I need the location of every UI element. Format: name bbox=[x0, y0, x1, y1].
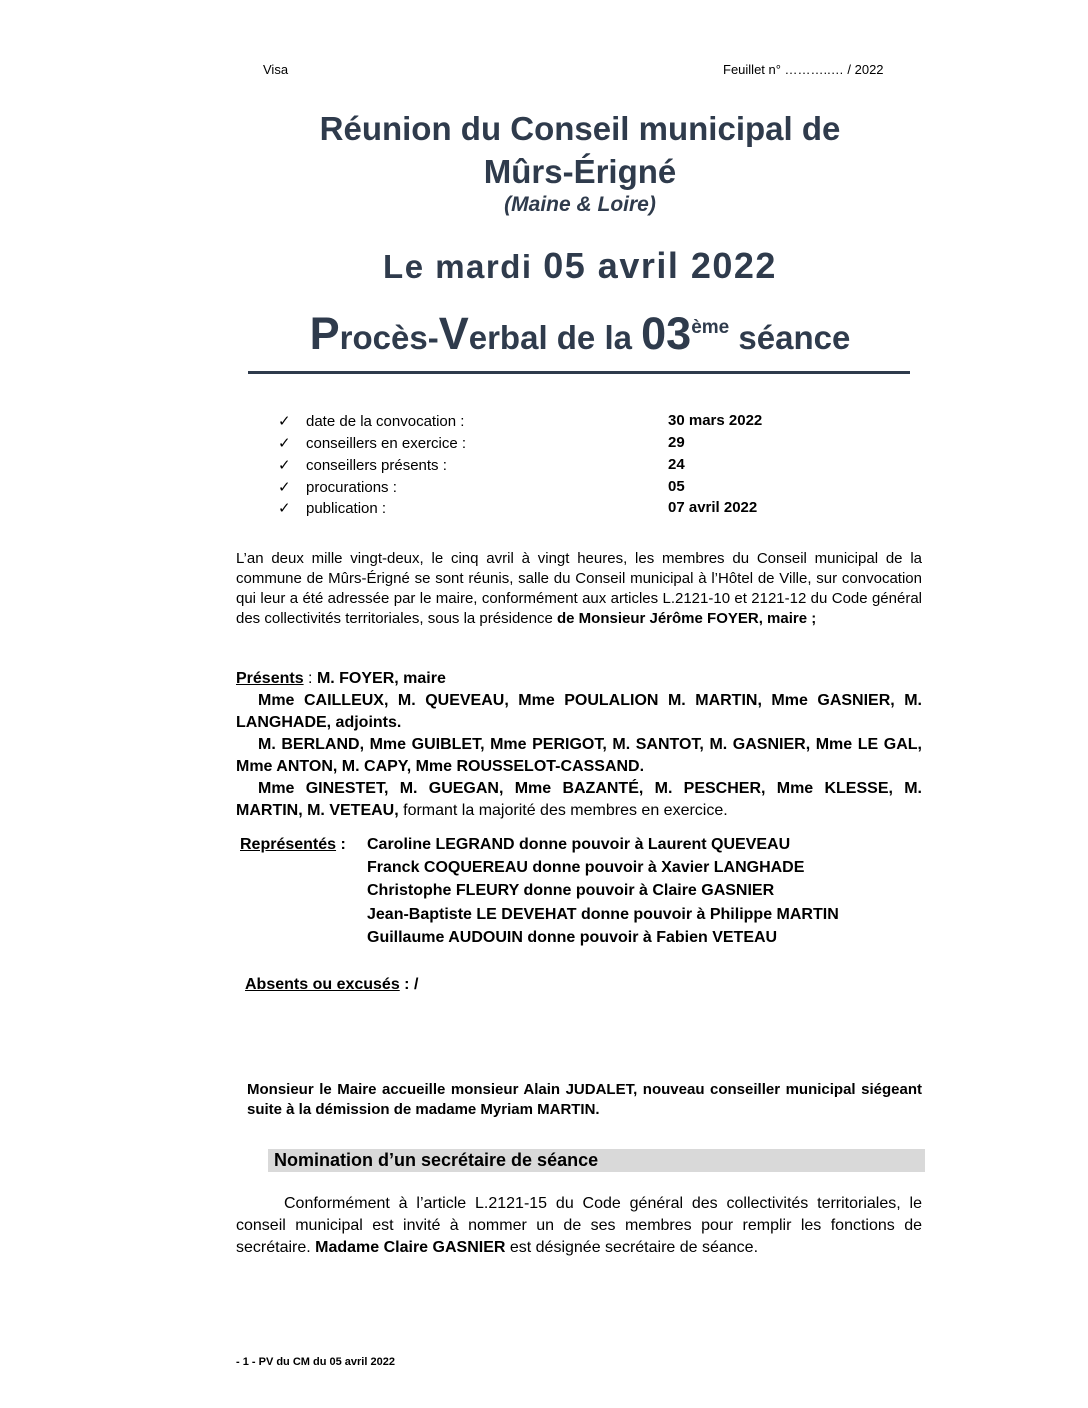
presents-councillors-1: M. BERLAND, Mme GUIBLET, Mme PERIGOT, M. SANTOT, M. GASNIER, Mme LE GAL, Mme ANTON, M. CAPY, Mme ROUSSELOT-CASSAND. bbox=[236, 736, 922, 775]
info-item bbox=[278, 456, 447, 474]
absents-value: : / bbox=[399, 976, 419, 993]
absents-line bbox=[245, 976, 418, 994]
info-value: 05 bbox=[668, 478, 685, 495]
info-label: conseillers en exercice : bbox=[306, 435, 467, 452]
represented-label: Représentés bbox=[240, 836, 337, 853]
section-text-1: Conformément à l’article L.2121-15 du Code général des collectivités territoriales, le conseil municipal est invité à nommer un de ses membres pour remplir les fonctions de secrétaire. bbox=[236, 1195, 922, 1256]
presents-block bbox=[236, 668, 922, 822]
info-item bbox=[278, 478, 397, 496]
info-label: procurations : bbox=[306, 479, 397, 496]
check-icon: ✓ bbox=[278, 413, 291, 430]
proxy-item: Caroline LEGRAND donne pouvoir à Laurent QUEVEAU bbox=[367, 836, 791, 853]
region-subtitle: (Maine & Loire) bbox=[504, 193, 656, 216]
pv-superscript: ème bbox=[691, 317, 730, 338]
info-value: 24 bbox=[668, 456, 685, 473]
section-text-2: est désignée secrétaire de séance. bbox=[505, 1239, 759, 1256]
intro-paragraph bbox=[236, 549, 922, 629]
info-item bbox=[278, 412, 464, 430]
info-label: conseillers présents : bbox=[306, 457, 447, 474]
presents-councillors-2 bbox=[236, 778, 922, 822]
proxy-item: Jean-Baptiste LE DEVEHAT donne pouvoir à Philippe MARTIN bbox=[367, 906, 839, 923]
proxy-item: Christophe FLEURY donne pouvoir à Claire GASNIER bbox=[367, 882, 775, 899]
section-title: Nomination d’un secrétaire de séance bbox=[274, 1150, 599, 1170]
meeting-date bbox=[0, 245, 1088, 287]
page-title bbox=[0, 107, 1088, 193]
pv-text-1: rocès- bbox=[339, 319, 439, 356]
info-item bbox=[278, 434, 466, 452]
presents-mayor: M. FOYER, maire bbox=[316, 670, 446, 687]
info-value: 29 bbox=[668, 434, 685, 451]
check-icon: ✓ bbox=[278, 457, 291, 474]
page-footer: - 1 - PV du CM du 05 avril 2022 bbox=[236, 1356, 395, 1368]
absents-label: Absents ou excusés bbox=[245, 976, 400, 993]
represented-label-line bbox=[240, 836, 346, 854]
section-paragraph bbox=[236, 1193, 922, 1259]
info-value: 30 mars 2022 bbox=[668, 412, 763, 429]
visa-label: Visa bbox=[263, 62, 289, 77]
presents-label: Présents bbox=[236, 670, 304, 687]
info-label: date de la convocation : bbox=[306, 413, 465, 430]
presents-councillors-2-names: Mme GINESTET, M. GUEGAN, Mme BAZANTÉ, M. PESCHER, Mme KLESSE, M. MARTIN, M. VETEAU, bbox=[236, 780, 922, 819]
pv-title bbox=[0, 308, 1088, 360]
welcome-paragraph: Monsieur le Maire accueille monsieur Alain JUDALET, nouveau conseiller municipal siégeant suite à la démission de madame Myriam MARTIN. bbox=[247, 1081, 922, 1118]
title-line-1: Réunion du Conseil municipal de bbox=[319, 110, 841, 147]
check-icon: ✓ bbox=[278, 479, 291, 496]
presents-first-line bbox=[236, 668, 922, 690]
info-label: publication : bbox=[306, 500, 387, 517]
presents-majority-note: formant la majorité des membres en exercice. bbox=[398, 802, 728, 819]
info-item bbox=[278, 499, 386, 517]
secretary-name: Madame Claire GASNIER bbox=[315, 1239, 506, 1256]
title-rule bbox=[248, 371, 910, 374]
pv-letter-v: V bbox=[438, 308, 469, 359]
meeting-date-prefix: Le mardi bbox=[383, 248, 544, 285]
sheet-number: Feuillet n° ………..… / 2022 bbox=[723, 62, 884, 77]
intro-president: de Monsieur Jérôme FOYER, maire ; bbox=[556, 610, 817, 627]
meeting-date-value: 05 avril 2022 bbox=[543, 245, 777, 286]
presents-adjoints: Mme CAILLEUX, M. QUEVEAU, Mme POULALION M. MARTIN, Mme GASNIER, M. LANGHADE, adjoints. bbox=[236, 692, 922, 731]
represented-sep: : bbox=[336, 836, 346, 853]
pv-text-3: séance bbox=[729, 319, 851, 356]
check-icon: ✓ bbox=[278, 435, 291, 452]
pv-text-2: erbal de la bbox=[468, 319, 642, 356]
check-icon: ✓ bbox=[278, 500, 291, 517]
pv-number: 03 bbox=[641, 308, 692, 359]
proxy-item: Guillaume AUDOUIN donne pouvoir à Fabien VETEAU bbox=[367, 929, 778, 946]
title-line-2: Mûrs-Érigné bbox=[483, 153, 677, 190]
pv-letter-p: P bbox=[309, 308, 340, 359]
presents-sep: : bbox=[303, 670, 317, 687]
proxy-item: Franck COQUEREAU donne pouvoir à Xavier LANGHADE bbox=[367, 859, 805, 876]
info-value: 07 avril 2022 bbox=[668, 499, 758, 516]
intro-text: L’an deux mille vingt-deux, le cinq avril à vingt heures, les membres du Conseil municipal de la commune de Mûrs-Érigné se sont réunis, salle du Conseil municipal à l’Hôtel de Ville, sur convocation qui leur a été adressée par le maire, conformément aux articles L.2121-10 et 2121-12 du Code général des collectivités territoriales, sous la présidence bbox=[236, 550, 922, 627]
